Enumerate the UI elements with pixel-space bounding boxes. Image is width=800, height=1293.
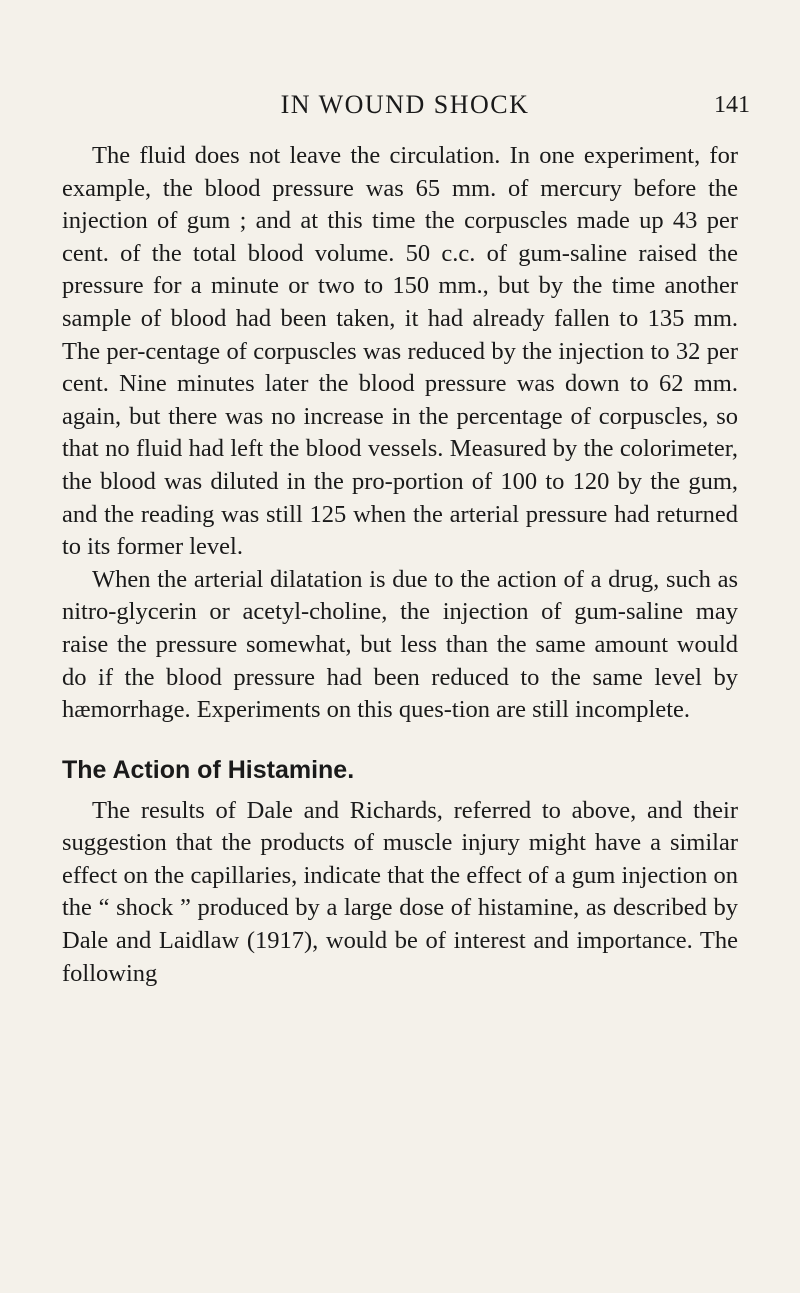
paragraph-arterial-dilatation: When the arterial dilatation is due to the action of a drug, such as nitro-glycerin or acetyl-choline, the injection of gum-saline may raise the pressure somewhat, but less than the same amount would do if the blood pressure had been reduced to the same level by hæmorrhage. Experiments on this ques-tion are still incomplete.	[62, 565, 738, 724]
paragraph-fluid-circulation: The fluid does not leave the circulation. In one experiment, for example, the blood pressure was 65 mm. of mercury before the injection of gum ; and at this time the corpuscles made up 43 per cent. of the total blood volume. 50 c.c. of gum-saline raised the pressure for a minute or two to 150 mm., but by the time another sample of blood had been taken, it had already fallen to 135 mm. The per-centage of corpuscles was reduced by the injection to 32 per cent. Nine minutes later the blood pressure was down to 62 mm. again, but there was no increase in the percentage of corpuscles, so that no fluid had left the blood vessels. Measured by the colorimeter, the blood was diluted in the pro-portion of 100 to 120 by the gum, and the reading was still 125 when the arterial pressure had returned to its former level.	[62, 142, 738, 561]
section-heading: The Action of Histamine.	[62, 755, 355, 784]
body-text	[62, 140, 738, 990]
running-title: IN WOUND SHOCK	[280, 90, 530, 119]
paragraph-histamine: The results of Dale and Richards, referred to above, and their suggestion that the products of muscle injury might have a similar effect on the capillaries, indicate that the effect of a gum injection on the “ shock ” produced by a large dose of histamine, as described by Dale and Laidlaw (1917), would be of interest and importance. The following	[62, 796, 738, 987]
page-number: 141	[714, 92, 750, 118]
running-head	[60, 86, 750, 126]
